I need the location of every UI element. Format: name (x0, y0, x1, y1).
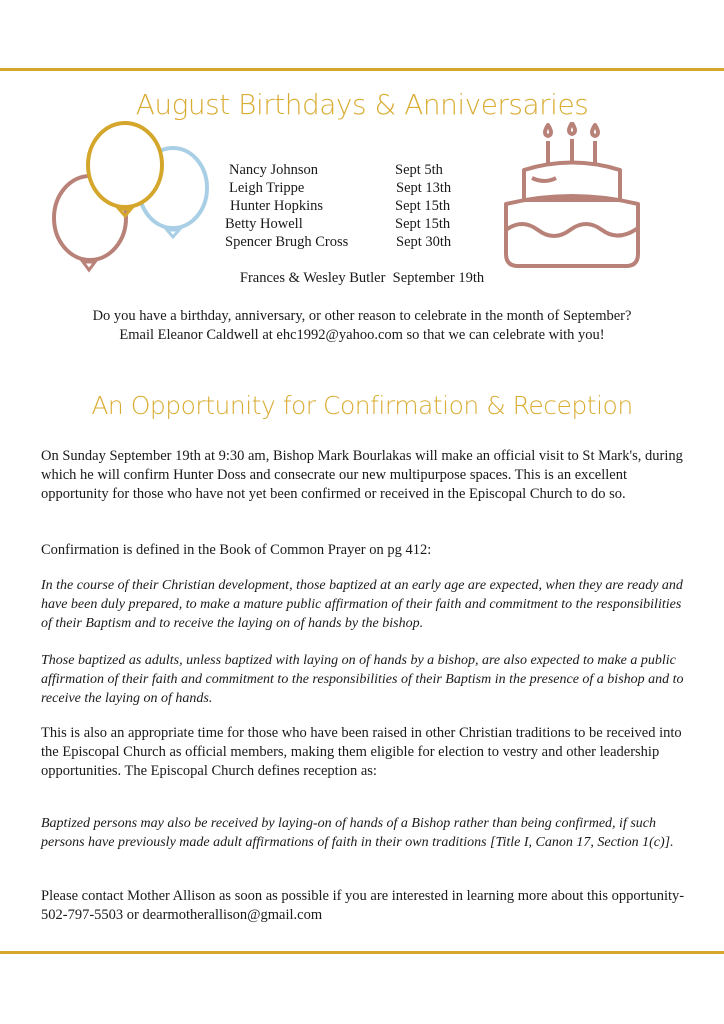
reception-intro: This is also an appropriate time for those who have been raised in other Christian traditions to be received into the Episcopal Church as official members, making them eligible for election to vestry and other leadership opportunities. The Episcopal Church defines reception as: (41, 725, 682, 779)
birthdays-heading: August Birthdays & Anniversaries (135, 88, 589, 121)
birthday-name: Spencer Brugh Cross (225, 234, 349, 250)
birthday-name: Hunter Hopkins (230, 198, 324, 214)
birthday-name: Leigh Trippe (229, 180, 305, 196)
quote-reception: Baptized persons may also be received by laying-on of hands of a Bishop rather than being confirmed, if such persons have previously made adult affirmations of faith in their own traditions [Title I, Canon 17, Section 1(c)]. (41, 816, 674, 850)
confirmation-heading: An Opportunity for Confirmation & Reception (91, 391, 633, 420)
birthday-date: Sept 5th (395, 162, 443, 178)
balloons-icon (45, 120, 215, 280)
birthday-name: Betty Howell (225, 216, 303, 232)
anniversary-line: Frances & Wesley Butler September 19th (239, 270, 485, 286)
top-rule (0, 68, 724, 71)
birthday-name: Nancy Johnson (229, 162, 319, 178)
quote-confirmation-2: Those baptized as adults, unless baptized with laying on of hands by a bishop, are also expected to make a public affirmation of their faith and commitment to the responsibilities of their Baptism in the presence of a bishop and to receive the laying on of hands. (41, 653, 684, 706)
birthday-date: Sept 15th (395, 198, 451, 214)
contact-paragraph: Please contact Mother Allison as soon as possible if you are interested in learning more about this opportunity- 502-797-5503 or dearmotherallison@gmail.com (41, 888, 685, 923)
cake-icon (500, 122, 646, 270)
invite-line-1: Do you have a birthday, anniversary, or other reason to celebrate in the month of September? (92, 308, 632, 324)
confirmation-intro: On Sunday September 19th at 9:30 am, Bishop Mark Bourlakas will make an official visit to St Mark's, during which he will confirm Hunter Doss and consecrate our new multipurpose spaces. This is an excellent opportunity for those who have not yet been confirmed or received in the Episcopal Church to do so. (41, 448, 683, 502)
birthday-date: Sept 30th (396, 234, 452, 250)
bottom-rule (0, 951, 724, 954)
invite-line-2: Email Eleanor Caldwell at ehc1992@yahoo.com so that we can celebrate with you! (119, 327, 605, 343)
definition-intro: Confirmation is defined in the Book of Common Prayer on pg 412: (41, 542, 432, 558)
quote-confirmation-1: In the course of their Christian development, those baptized at an early age are expected, when they are ready and have been duly prepared, to make a mature public affirmation of their faith and commitment to the responsibilities of their Baptism and to receive the laying on of hands by the bishop. (41, 578, 683, 631)
birthday-date: Sept 13th (396, 180, 452, 196)
birthday-date: Sept 15th (395, 216, 451, 232)
